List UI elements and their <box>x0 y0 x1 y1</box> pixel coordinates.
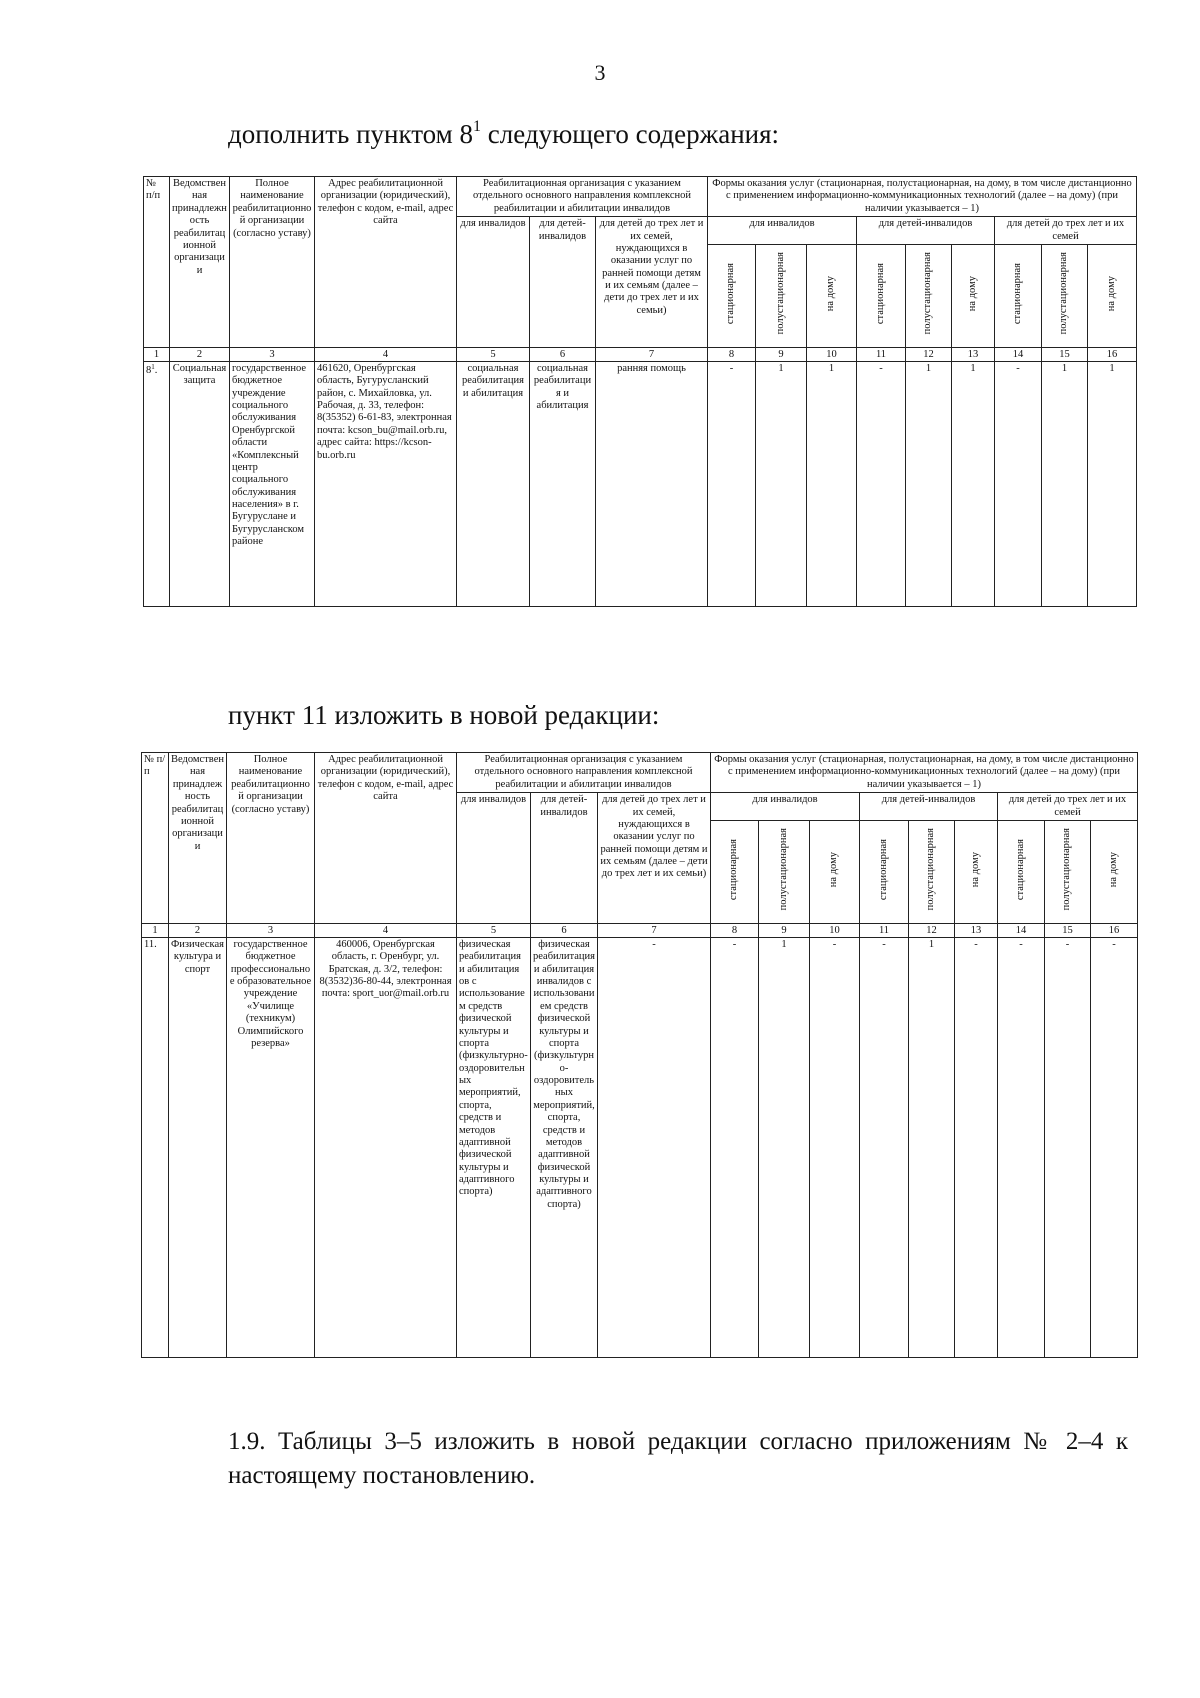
row-col5: социальная реабилитация и абилитация <box>457 361 530 606</box>
col-number: 12 <box>906 347 952 361</box>
header-home: на дому <box>810 820 860 923</box>
col-number: 6 <box>531 923 598 937</box>
header-forms-children-under3: для детей до трех лет и их семей <box>998 793 1138 821</box>
col-number: 14 <box>998 923 1045 937</box>
header-semi-stationary: полустационарная <box>909 820 955 923</box>
header-semi-stationary: полустационарная <box>1042 244 1088 347</box>
col-number: 8 <box>708 347 756 361</box>
form-value: 1 <box>1088 361 1137 606</box>
form-value: - <box>708 361 756 606</box>
col-number: 12 <box>909 923 955 937</box>
row-name: государственное бюджетное учреждение социального обслуживания Оренбургской области «Комплексный центр социального обслуживания населения» в г. Бугуруслане и Бугурусланском районе <box>230 361 315 606</box>
form-value: - <box>1045 937 1091 1357</box>
form-value: 1 <box>906 361 952 606</box>
col-number: 9 <box>756 347 807 361</box>
row-address: 461620, Оренбургская область, Бугурусланский район, с. Михайловка, ул. Рабочая, д. 33, телефон: 8(35352) 6-61-83, электронная почта: kcson_bu@mail.orb.ru, адрес сайта: https://kcson-bu.orb.ru <box>315 361 457 606</box>
form-value: 1 <box>759 937 810 1357</box>
header-stationary: стационарная <box>711 820 759 923</box>
form-value: 1 <box>807 361 857 606</box>
col-number: 16 <box>1088 347 1137 361</box>
header-rehab-disabled-children: для детей-инвалидов <box>530 217 596 348</box>
header-rehab-disabled: для инвалидов <box>457 793 531 924</box>
col-number: 10 <box>810 923 860 937</box>
col-number: 15 <box>1045 923 1091 937</box>
header-forms-disabled: для инвалидов <box>708 217 857 245</box>
col-number: 9 <box>759 923 810 937</box>
form-value: 1 <box>952 361 995 606</box>
form-value: - <box>998 937 1045 1357</box>
col-number: 14 <box>995 347 1042 361</box>
row-address: 460006, Оренбургская область, г. Оренбург, ул. Братская, д. 3/2, телефон: 8(3532)36-80-44, электронная почта: sport_uor@mail.orb.ru <box>315 937 457 1357</box>
col-number: 16 <box>1091 923 1138 937</box>
form-value: - <box>810 937 860 1357</box>
section1-heading-sup: 1 <box>473 118 481 135</box>
col-number: 7 <box>598 923 711 937</box>
header-rehab-disabled-children: для детей-инвалидов <box>531 793 598 924</box>
form-value: - <box>955 937 998 1357</box>
col-number: 6 <box>530 347 596 361</box>
row-col6: физическая реабилитация и абилитация инвалидов с использованием средств физической культуры и спорта (физкультурно-оздоровительных мероприятий, спорта, средств и методов адаптивной физической культуры и адаптивного спорта) <box>531 937 598 1357</box>
row-col5: физическая реабилитация и абилитация ов с использованием средств физической культуры и спорта (физкультурно-оздоровительных мероприятий, спорта, средств и методов адаптивной физической культуры и адаптивного спорта) <box>457 937 531 1357</box>
col-number: 2 <box>169 923 227 937</box>
col-number: 13 <box>955 923 998 937</box>
table-item-11 <box>141 752 1138 1358</box>
header-dept: Ведомственная принадлежность реабилитационной организации <box>169 753 227 924</box>
col-number: 5 <box>457 923 531 937</box>
col-number: 11 <box>857 347 906 361</box>
header-forms-children-under3: для детей до трех лет и их семей <box>995 217 1137 245</box>
col-number: 4 <box>315 923 457 937</box>
header-name: Полное наименование реабилитационной организации (согласно уставу) <box>230 177 315 348</box>
col-number: 7 <box>596 347 708 361</box>
row-col6: социальная реабилитация и абилитация <box>530 361 596 606</box>
header-num: № п/п <box>142 753 169 924</box>
header-home: на дому <box>952 244 995 347</box>
header-forms-disabled-children: для детей-инвалидов <box>857 217 995 245</box>
header-forms: Формы оказания услуг (стационарная, полустационарная, на дому, в том числе дистанционно с применением информационно-коммуникационных технологий (далее – на дому) (при наличии указывается – 1) <box>708 177 1137 217</box>
header-home: на дому <box>1091 820 1138 923</box>
row-col7: - <box>598 937 711 1357</box>
header-semi-stationary: полустационарная <box>759 820 810 923</box>
header-early-help: для детей до трех лет и их семей, нуждающихся в оказании услуг по ранней помощи детям и их семьям (далее – дети до трех лет и их семьи) <box>598 793 711 924</box>
col-number: 10 <box>807 347 857 361</box>
header-stationary: стационарная <box>995 244 1042 347</box>
row-num: 11. <box>142 937 169 1357</box>
header-home: на дому <box>955 820 998 923</box>
col-number: 4 <box>315 347 457 361</box>
form-value: 1 <box>909 937 955 1357</box>
row-dept: Социальная защита <box>170 361 230 606</box>
col-number: 8 <box>711 923 759 937</box>
page-number: 3 <box>594 60 606 85</box>
header-forms-disabled-children: для детей-инвалидов <box>860 793 998 821</box>
row-num: $8^1$. <box>144 361 170 606</box>
header-forms-disabled: для инвалидов <box>711 793 860 821</box>
header-address: Адрес реабилитационной организации (юридический), телефон с кодом, e-mail, адрес сайта <box>315 177 457 348</box>
header-stationary: стационарная <box>998 820 1045 923</box>
col-number: 15 <box>1042 347 1088 361</box>
header-address: Адрес реабилитационной организации (юридический), телефон с кодом, e-mail, адрес сайта <box>315 753 457 924</box>
col-number: 5 <box>457 347 530 361</box>
header-home: на дому <box>1088 244 1137 347</box>
closing-paragraph: 1.9. Таблицы 3–5 изложить в новой редакции согласно приложениям № 2–4 к настоящему постановлению. <box>228 1428 1128 1489</box>
header-stationary: стационарная <box>860 820 909 923</box>
header-semi-stationary: полустационарная <box>756 244 807 347</box>
form-value: - <box>711 937 759 1357</box>
form-value: 1 <box>1042 361 1088 606</box>
header-rehab-disabled: для инвалидов <box>457 217 530 348</box>
form-value: - <box>857 361 906 606</box>
col-number: 2 <box>170 347 230 361</box>
header-forms: Формы оказания услуг (стационарная, полустационарная, на дому, в том числе дистанционно с применением информационно-коммуникационных технологий (далее – на дому) (при наличии указывается – 1) <box>711 753 1138 793</box>
header-early-help: для детей до трех лет и их семей, нуждающихся в оказании услуг по ранней помощи детям и их семьям (далее – дети до трех лет и их семьи) <box>596 217 708 348</box>
section1-heading <box>228 118 779 150</box>
section1-heading-suffix: следующего содержания: <box>481 119 780 149</box>
section1-heading-prefix: дополнить пунктом 8 <box>228 119 473 149</box>
col-number: 3 <box>230 347 315 361</box>
form-value: - <box>995 361 1042 606</box>
section2-heading: пункт 11 изложить в новой редакции: <box>228 700 660 730</box>
header-semi-stationary: полустационарная <box>1045 820 1091 923</box>
header-rehab-org: Реабилитационная организация с указанием отдельного основного направления комплексной реабилитации и абилитации инвалидов <box>457 177 708 217</box>
form-value: - <box>860 937 909 1357</box>
form-value: - <box>1091 937 1138 1357</box>
header-semi-stationary: полустационарная <box>906 244 952 347</box>
row-col7: ранняя помощь <box>596 361 708 606</box>
header-stationary: стационарная <box>708 244 756 347</box>
col-number: 11 <box>860 923 909 937</box>
row-dept: Физическая культура и спорт <box>169 937 227 1357</box>
table-item-8-1 <box>143 176 1137 607</box>
header-dept: Ведомственная принадлежность реабилитационной организации <box>170 177 230 348</box>
col-number: 3 <box>227 923 315 937</box>
form-value: 1 <box>756 361 807 606</box>
col-number: 1 <box>144 347 170 361</box>
row-name: государственное бюджетное профессиональное образовательное учреждение «Училище (техникум) Олимпийского резерва» <box>227 937 315 1357</box>
header-name: Полное наименование реабилитационной организации (согласно уставу) <box>227 753 315 924</box>
header-num: № п/п <box>144 177 170 348</box>
col-number: 13 <box>952 347 995 361</box>
header-rehab-org: Реабилитационная организация с указанием отдельного основного направления комплексной реабилитации и абилитации инвалидов <box>457 753 711 793</box>
header-home: на дому <box>807 244 857 347</box>
col-number: 1 <box>142 923 169 937</box>
header-stationary: стационарная <box>857 244 906 347</box>
